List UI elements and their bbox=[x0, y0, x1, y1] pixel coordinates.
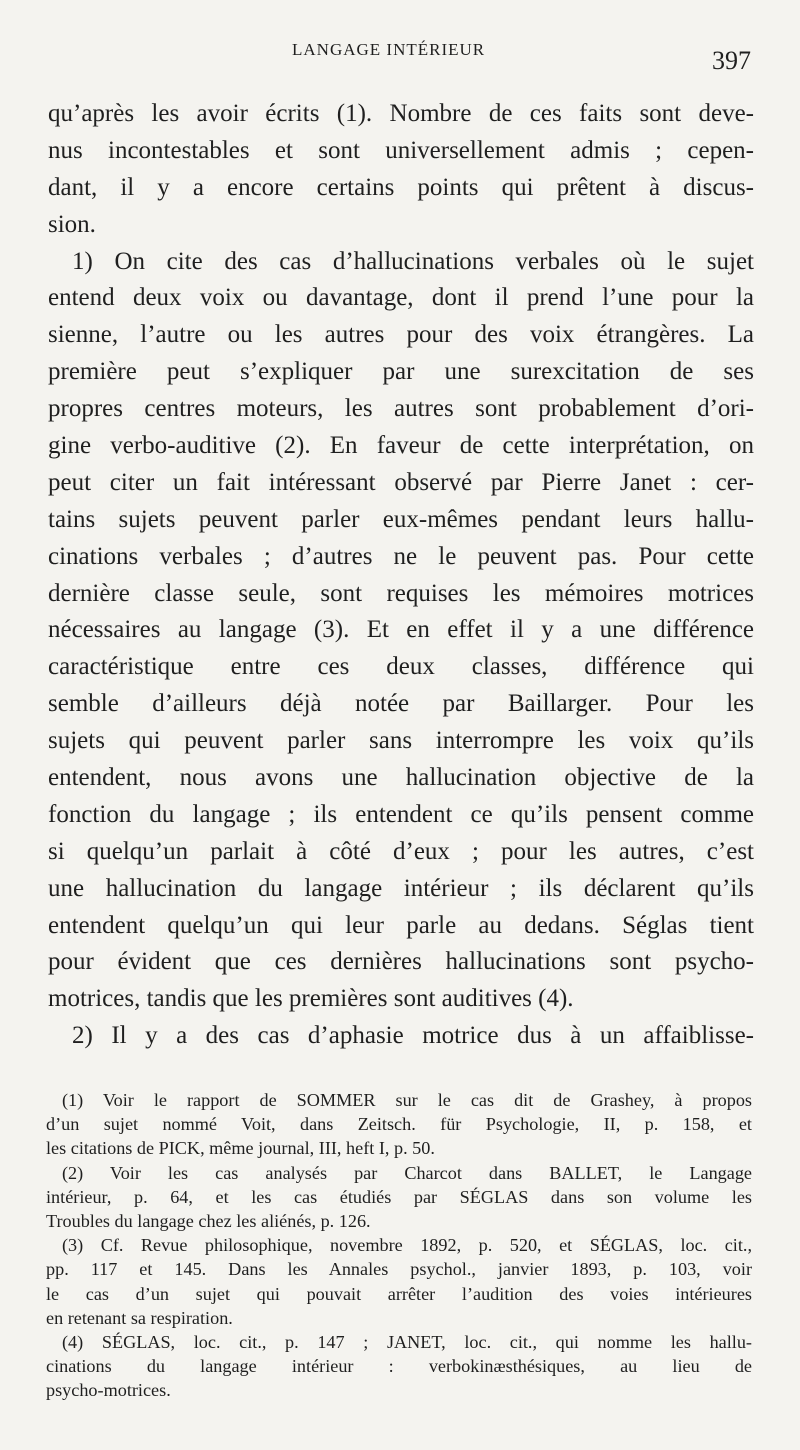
text-line: une hallucination du langage intérieur ; ils déclarent qu’ils bbox=[48, 874, 754, 902]
page-number: 397 bbox=[712, 46, 751, 75]
text-line: cinations verbales ; d’autres ne le peuvent pas. Pour cette bbox=[48, 542, 754, 570]
footnote-line: intérieur, p. 64, et les cas étudiés par SÉGLAS dans son volume les bbox=[46, 1186, 752, 1207]
running-title: LANGAGE INTÉRIEUR bbox=[292, 40, 486, 59]
footnote-line: (3) Cf. Revue philosophique, novembre 1892, p. 520, et SÉGLAS, loc. cit., bbox=[62, 1235, 752, 1256]
text-line: semble d’ailleurs déjà notée par Baillarger. Pour les bbox=[48, 690, 754, 718]
text-line: entendent, nous avons une hallucination objective de la bbox=[48, 764, 754, 792]
footnote-line: (2) Voir les cas analysés par Charcot dans BALLET, le Langage bbox=[62, 1162, 752, 1183]
text-line: première peut s’expliquer par une surexcitation de ses bbox=[48, 358, 754, 386]
footnote-line: le cas d’un sujet qui pouvait arrêter l’audition des voies intérieures bbox=[46, 1283, 752, 1304]
text-line: si quelqu’un parlait à côté d’eux ; pour les autres, c’est bbox=[48, 837, 754, 865]
footnote-line: d’un sujet nommé Voit, dans Zeitsch. für Psychologie, II, p. 158, et bbox=[46, 1114, 752, 1135]
footnotes bbox=[46, 1088, 752, 1402]
text-line: sienne, l’autre ou les autres pour des voix étrangères. La bbox=[48, 321, 754, 349]
text-line: motrices, tandis que les premières sont auditives (4). bbox=[48, 985, 574, 1013]
text-line: caractéristique entre ces deux classes, différence qui bbox=[48, 653, 754, 681]
main-text bbox=[48, 96, 754, 1055]
text-line: sujets qui peuvent parler sans interrompre les voix qu’ils bbox=[48, 727, 754, 755]
text-line: tains sujets peuvent parler eux-mêmes pendant leurs hallu- bbox=[48, 505, 754, 533]
footnote-line: en retenant sa respiration. bbox=[46, 1307, 233, 1328]
footnote-line: (4) SÉGLAS, loc. cit., p. 147 ; JANET, loc. cit., qui nomme les hallu- bbox=[62, 1331, 752, 1352]
text-line: dant, il y a encore certains points qui prêtent à discus- bbox=[48, 173, 754, 201]
text-line: entendent quelqu’un qui leur parle au dedans. Séglas tient bbox=[48, 911, 754, 939]
text-line: entend deux voix ou davantage, dont il prend l’une pour la bbox=[48, 284, 754, 312]
footnote-line: psycho-motrices. bbox=[46, 1380, 171, 1401]
running-head bbox=[0, 40, 800, 80]
footnote-line: (1) Voir le rapport de SOMMER sur le cas dit de Grashey, à propos bbox=[62, 1090, 752, 1110]
footnote-line: Troubles du langage chez les aliénés, p. 126. bbox=[46, 1210, 371, 1231]
footnote-line: les citations de PICK, même journal, III, heft I, p. 50. bbox=[46, 1138, 435, 1159]
text-line: propres centres moteurs, les autres sont probablement d’ori- bbox=[48, 395, 754, 423]
text-line: fonction du langage ; ils entendent ce qu’ils pensent comme bbox=[48, 800, 754, 828]
text-line: 1) On cite des cas d’hallucinations verbales où le sujet bbox=[72, 247, 754, 275]
text-line: 2) Il y a des cas d’aphasie motrice dus à un affaiblisse- bbox=[72, 1022, 754, 1050]
text-line: qu’après les avoir écrits (1). Nombre de ces faits sont deve- bbox=[48, 100, 754, 127]
text-line: dernière classe seule, sont requises les mémoires motrices bbox=[48, 579, 754, 607]
text-line: gine verbo-auditive (2). En faveur de cette interprétation, on bbox=[48, 432, 754, 460]
text-line: peut citer un fait intéressant observé par Pierre Janet : cer- bbox=[48, 468, 754, 496]
text-line: pour évident que ces dernières hallucinations sont psycho- bbox=[48, 948, 754, 976]
text-line: nécessaires au langage (3). Et en effet il y a une différence bbox=[48, 616, 754, 644]
text-line: nus incontestables et sont universellement admis ; cepen- bbox=[48, 136, 754, 164]
footnote-line: cinations du langage intérieur : verbokinæsthésiques, au lieu de bbox=[46, 1356, 752, 1377]
text-line: sion. bbox=[48, 210, 96, 238]
footnote-line: pp. 117 et 145. Dans les Annales psychol., janvier 1893, p. 103, voir bbox=[46, 1259, 752, 1280]
